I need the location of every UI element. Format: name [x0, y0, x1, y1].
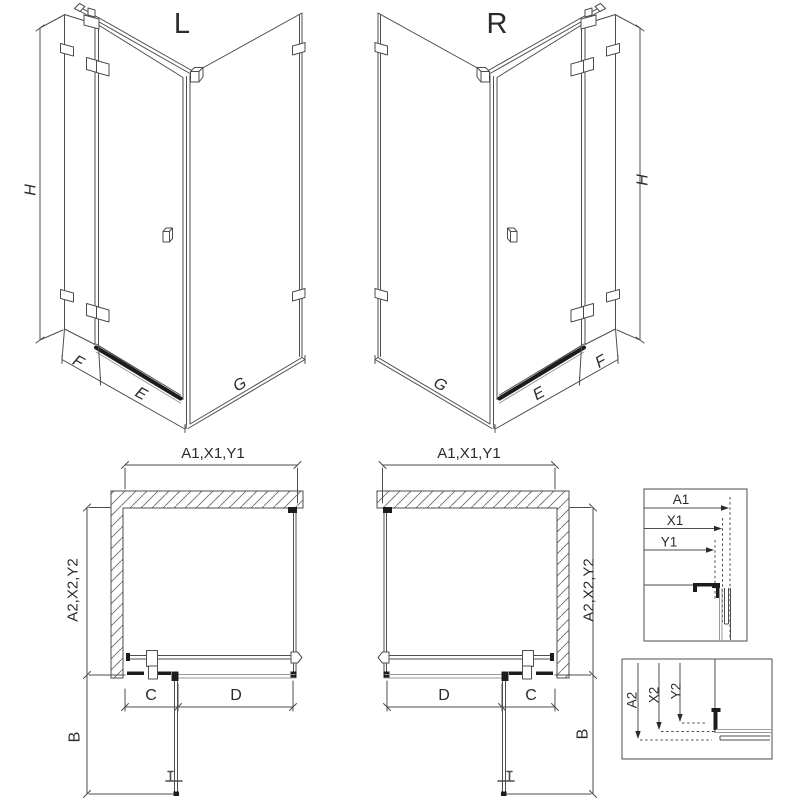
- dim-label-h-right: H: [634, 174, 652, 186]
- detail-box-bottom: [622, 659, 772, 759]
- dim-label-g-right: G: [430, 374, 450, 396]
- detail-box-top: [644, 489, 747, 641]
- detail-label-a1: A1: [672, 492, 690, 507]
- dim-label-f-left: F: [69, 352, 87, 372]
- dim-label-d-right: D: [438, 687, 450, 704]
- detail-label-a2: A2: [624, 691, 640, 709]
- dim-label-f-right: F: [592, 352, 610, 372]
- dim-label-a2-right: A2,X2,Y2: [580, 558, 598, 622]
- dim-label-d-left: D: [230, 687, 242, 704]
- plan-wall-left-variant: [111, 491, 303, 678]
- dim-label-c-right: C: [525, 687, 537, 704]
- dim-label-e-left: E: [132, 383, 150, 405]
- dim-label-a2-left: A2,X2,Y2: [64, 558, 82, 622]
- variant-label-left: L: [173, 8, 191, 40]
- dim-label-e-right: E: [530, 383, 548, 405]
- dim-label-g-left: G: [230, 374, 250, 396]
- dim-label-c-left: C: [145, 687, 157, 704]
- dim-label-b-right: B: [574, 728, 592, 740]
- variant-label-right: R: [486, 8, 508, 40]
- detail-label-y2: Y2: [668, 682, 684, 700]
- dim-label-a1-left: A1,X1,Y1: [181, 445, 245, 462]
- dim-label-h-left: H: [22, 184, 40, 196]
- detail-label-y1: Y1: [660, 534, 678, 550]
- dim-label-a1-right: A1,X1,Y1: [437, 445, 501, 462]
- detail-label-x2: X2: [646, 686, 662, 704]
- dim-label-b-left: B: [66, 731, 84, 743]
- plan-wall-right-variant: [377, 491, 569, 678]
- detail-label-x1: X1: [666, 513, 684, 528]
